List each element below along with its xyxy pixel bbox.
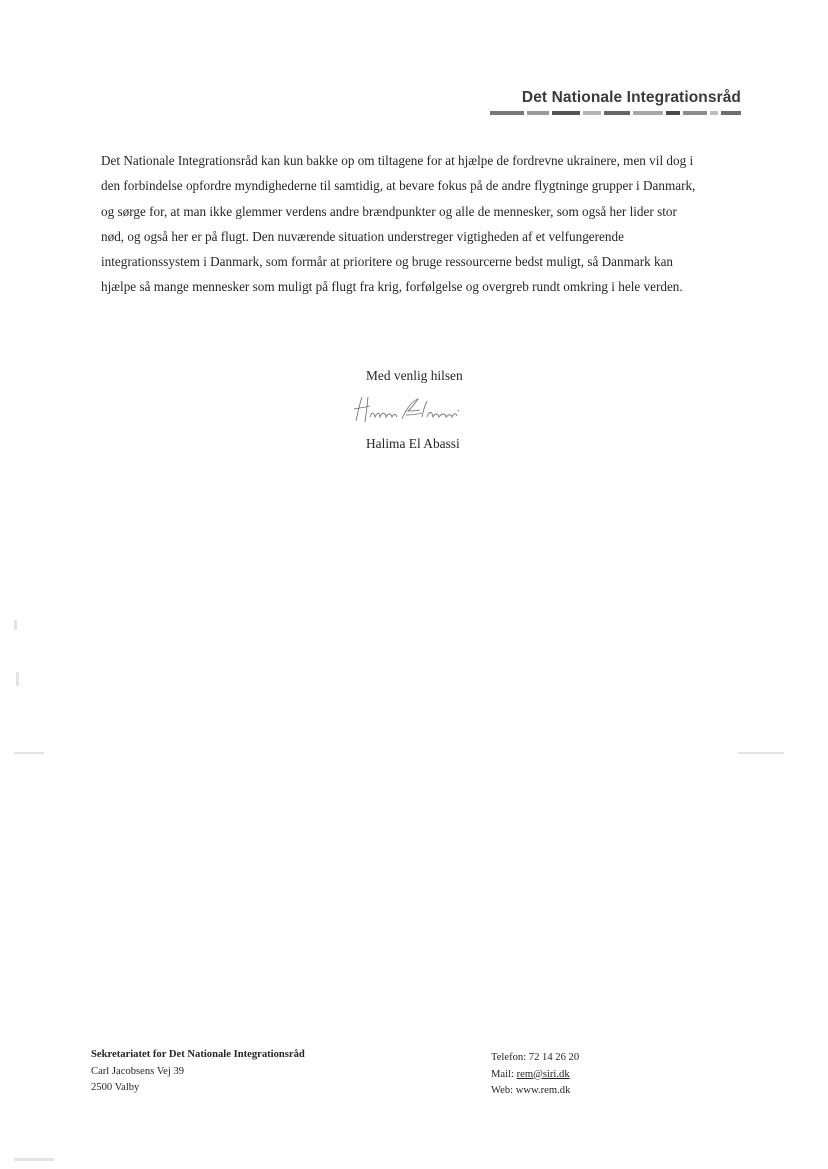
scan-speck: [16, 672, 19, 686]
footer-mail-label: Mail:: [491, 1068, 514, 1080]
logo-bar-segment: [633, 111, 663, 115]
body-line: Det Nationale Integrationsråd kan kun bakke op om tiltagene for at hjælpe de fordrevne ukrainere, men vil dog i: [101, 153, 694, 168]
logo-bar-segment: [666, 111, 680, 115]
footer-mail: [491, 1067, 579, 1084]
footer-phone: Telefon: 72 14 26 20: [491, 1052, 580, 1063]
footer-org-name: Sekretariatet for Det Nationale Integrationsråd: [91, 1049, 305, 1060]
scan-speck: [14, 1158, 54, 1161]
logo-bar-segment: [490, 111, 524, 115]
body-line: integrationssystem i Danmark, som formår at prioritere og bruge ressourcerne bedst muligt, så Danmark kan: [101, 254, 674, 270]
logo-text: Det Nationale Integrationsråd: [521, 89, 741, 106]
footer-address: [91, 1047, 305, 1097]
logo-bar-segment: [527, 111, 549, 115]
logo-color-bar: [490, 111, 741, 115]
scan-speck: [14, 752, 44, 754]
logo-bar-segment: [710, 111, 718, 115]
footer-mail-link[interactable]: rem@siri.dk: [516, 1068, 570, 1080]
logo-bar-segment: [583, 111, 601, 115]
footer-city: 2500 Valby: [91, 1082, 140, 1093]
handwritten-signature: [350, 393, 470, 427]
footer-web: Web: www.rem.dk: [491, 1085, 571, 1096]
closing-greeting: Med venlig hilsen: [366, 368, 463, 383]
logo-bar-segment: [721, 111, 741, 115]
scan-speck: [738, 752, 784, 754]
footer-contact: [491, 1050, 579, 1100]
footer-street: Carl Jacobsens Vej 39: [91, 1065, 185, 1077]
body-line: og sørge for, at man ikke glemmer verdens andre brændpunkter og alle de mennesker, som også her lider stor: [101, 203, 677, 219]
scan-speck: [14, 620, 17, 630]
body-line: nød, og også her er på flugt. Den nuværende situation understreger vigtigheden af et velfungerende: [101, 228, 624, 244]
organization-logo: [490, 89, 741, 115]
body-line: hjælpe så mange mennesker som muligt på flugt fra krig, forfølgelse og overgreb rundt omkring i hele verden.: [101, 279, 683, 295]
logo-bar-segment: [604, 111, 630, 115]
letter-body: [101, 148, 741, 300]
logo-bar-segment: [552, 111, 580, 115]
signer-name: Halima El Abassi: [366, 436, 460, 451]
body-line: den forbindelse opfordre myndighederne til samtidig, at bevare fokus på de andre flygtninge grupper i Danmark,: [101, 178, 696, 194]
logo-bar-segment: [683, 111, 707, 115]
